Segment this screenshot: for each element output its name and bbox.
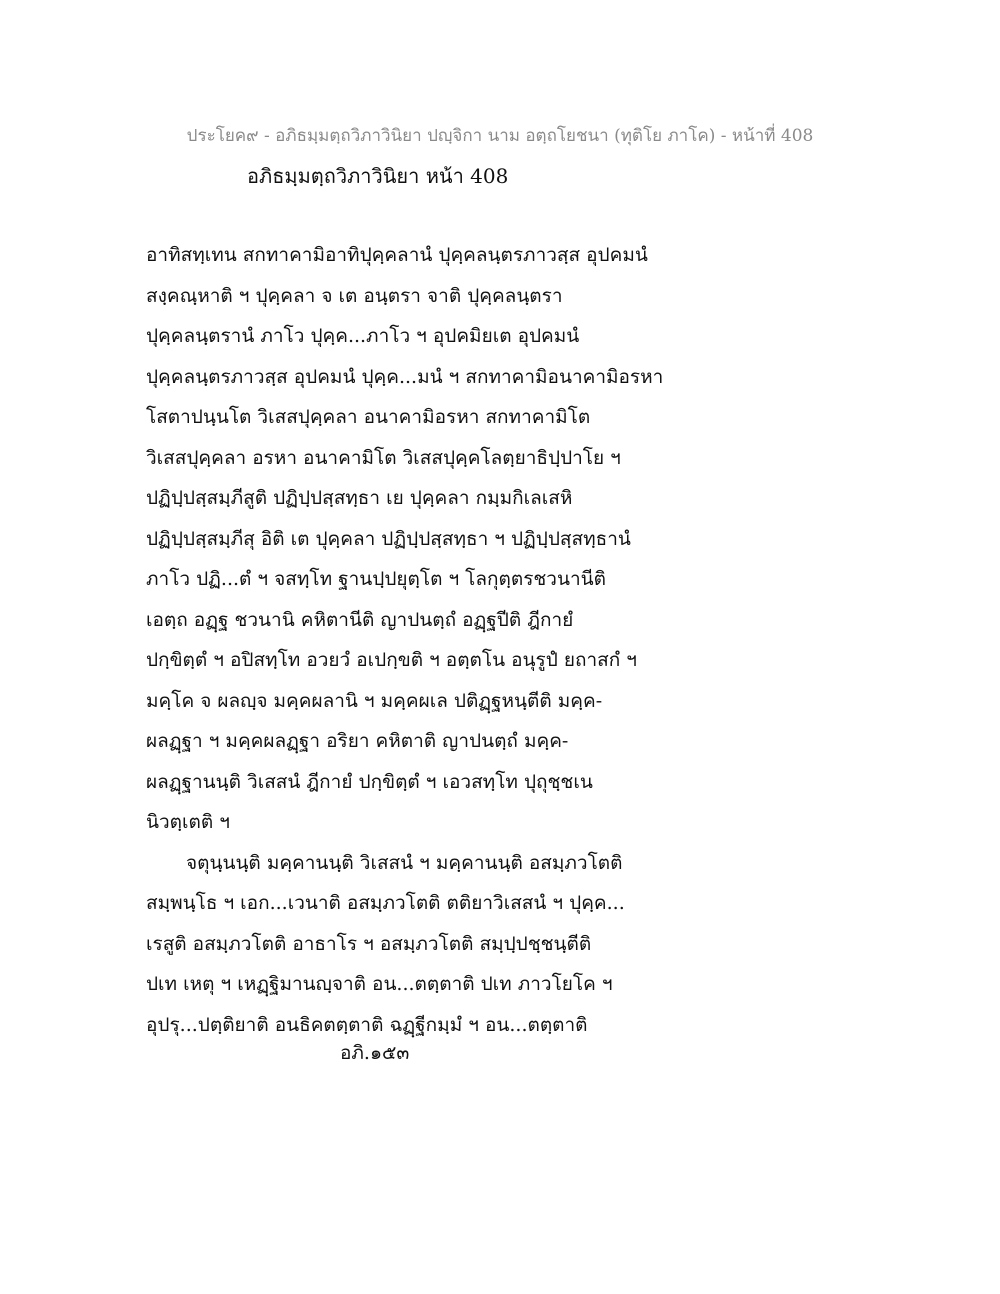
text-line: ปุคฺคลนฺตรานํ ภาโว ปุคฺค...ภาโว ฯ อุปคมิยเต อุปคมนํ <box>146 325 580 347</box>
text-line: ผลฏฺฐานนฺติ วิเสสนํ ฎีกายํ ปกฺขิตฺตํ ฯ เอวสทฺโท ปุถุชฺชเน <box>146 770 593 793</box>
text-line: สมฺพนฺโธ ฯ เอก...เวนาติ อสมฺภวโตติ ตติยาวิเสสนํ ฯ ปุคฺค... <box>146 892 625 914</box>
running-header <box>0 122 1000 149</box>
text-line: วิเสสปุคฺคลา อรหา อนาคามิโต วิเสสปุคฺคโลตฺยาธิปฺปาโย ฯ <box>146 446 621 469</box>
text-line: ปกฺขิตฺตํ ฯ อปิสทฺโท อวยวํ อเปกฺขติ ฯ อตฺตโน อนุรูปํ ยถาสกํ ฯ <box>146 649 637 671</box>
text-line: ผลฏฺฐา ฯ มคฺคผลฏฺฐา อริยา คหิตาติ ญาปนตฺถํ มคฺค- <box>146 730 569 752</box>
text-line: อาทิสทฺเทน สกทาคามิอาทิปุคฺคลานํ ปุคฺคลนฺตรภาวสฺส อุปคมนํ <box>146 244 648 266</box>
text-line: ปเท เหตุ ฯ เหฏฺฐิมานญฺจาติ อน...ตตฺตาติ ปเท ภาวโยโค ฯ <box>146 973 613 995</box>
text-line: สงฺคณฺหาติ ฯ ปุคฺคลา จ เต อนฺตรา จาติ ปุคฺคลนฺตรา <box>146 284 563 307</box>
text-line: ปฏิปฺปสฺสมฺภีสูติ ปฏิปฺปสฺสทฺธา เย ปุคฺคลา กมฺมกิเลเสหิ <box>146 487 573 509</box>
text-line: โสตาปนฺนโต วิเสสปุคฺคลา อนาคามิอรหา สกทาคามิโต <box>146 406 591 428</box>
text-line: เรสูติ อสมฺภวโตติ อาธาโร ฯ อสมฺภวโตติ สมฺปฺปชฺชนฺตีติ <box>146 932 592 955</box>
text-line: เอตฺถ อฏฺฐ ชวนานิ คหิตานีติ ญาปนตฺถํ อฏฺฐปีติ ฎีกายํ <box>146 608 574 631</box>
text-line: มคฺโค จ ผลญฺจ มคฺคผลานิ ฯ มคฺคผเล ปติฏฺฐหนฺตีติ มคฺค- <box>146 689 603 712</box>
text-line: ปุคฺคลนฺตรภาวสฺส อุปคมนํ ปุคฺค...มนํ ฯ สกทาคามิอนาคามิอรหา <box>146 365 664 388</box>
text-line: นิวตฺเตติ ฯ <box>146 811 230 833</box>
text-line: ปฏิปฺปสฺสมฺภีสุ อิติ เต ปุคฺคลา ปฏิปฺปสฺสทฺธา ฯ ปฏิปฺปสฺสทฺธานํ <box>146 527 631 550</box>
text-line: ภาโว ปฏิ...ตํ ฯ จสทฺโท ฐานปฺปยุตฺโต ฯ โลกุตฺตรชวนานีติ <box>146 568 606 590</box>
page-title: อภิธมฺมตฺถวิภาวินิยา หน้า 408 <box>247 164 509 188</box>
footer-mark: อภิ.๑๕๓ <box>340 1042 410 1064</box>
body-text <box>146 235 706 1045</box>
text-line: จตุนฺนนฺติ มคฺคานนฺติ วิเสสนํ ฯ มคฺคานนฺติ อสมฺภวโตติ <box>186 851 623 874</box>
text-line: อุปรุ...ปตฺติยาติ อนธิคตตฺตาติ ฉฏฺฐีกมฺมํ ฯ อน...ตตฺตาติ <box>146 1013 588 1036</box>
running-header-text: ประโยค๙ - อภิธมฺมตฺถวิภาวินิยา ปญฺจิกา นาม อตฺถโยชนา (ทุติโย ภาโค) - หน้าที่ 408 <box>186 126 814 146</box>
